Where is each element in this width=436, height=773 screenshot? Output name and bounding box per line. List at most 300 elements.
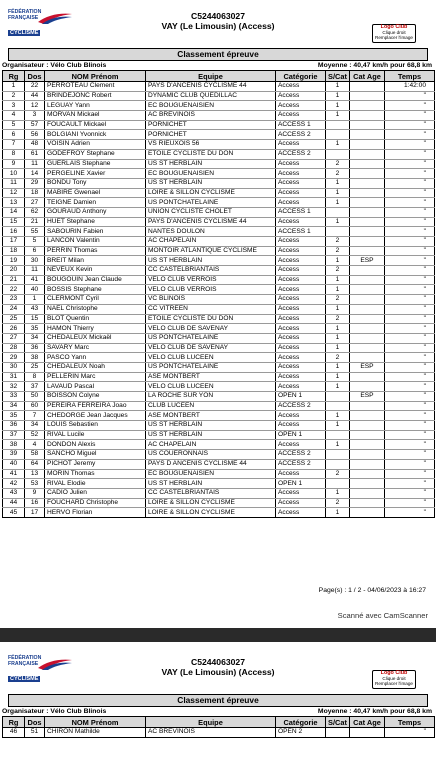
- cell-dos: 36: [25, 343, 45, 353]
- cell-nom: CHEDALEUX Noah: [45, 362, 146, 372]
- cell-nom: NAEL Christophe: [45, 304, 146, 314]
- cell-nom: RIVAL Lucile: [45, 430, 146, 440]
- table-row: [3, 188, 435, 198]
- cell-nom: BONDU Tony: [45, 178, 146, 188]
- cell-scat: [326, 401, 350, 411]
- cell-categorie: ACCESS 2: [276, 130, 326, 140]
- cell-temps: ": [385, 188, 435, 198]
- cell-equipe: NANTES DOULON: [146, 227, 276, 237]
- table-row: [3, 285, 435, 295]
- cell-nom: BOUGOUIN Jean Claude: [45, 275, 146, 285]
- cell-rg: 22: [3, 285, 25, 295]
- cell-scat: 1: [326, 324, 350, 334]
- cell-temps: ": [385, 343, 435, 353]
- cell-categorie: ACCESS 1: [276, 120, 326, 130]
- cell-scat: 1: [326, 304, 350, 314]
- cell-scat: 1: [326, 111, 350, 121]
- cell-equipe: LA ROCHE SUR YON: [146, 392, 276, 402]
- col-categorie: Catégorie: [276, 717, 326, 728]
- cell-nom: BOSSIS Stephane: [45, 285, 146, 295]
- cell-temps: ": [385, 498, 435, 508]
- cell-scat: [326, 149, 350, 159]
- cell-scat: 1: [326, 101, 350, 111]
- cell-equipe: VELO CLUB DE SAVENAY: [146, 324, 276, 334]
- cell-catage: [350, 324, 385, 334]
- cell-rg: 11: [3, 178, 25, 188]
- cell-categorie: Access: [276, 101, 326, 111]
- table-row: [3, 101, 435, 111]
- cell-dos: 52: [25, 430, 45, 440]
- cell-dos: 25: [25, 362, 45, 372]
- cell-nom: NEVEUX Kevin: [45, 266, 146, 276]
- cell-categorie: Access: [276, 237, 326, 247]
- cell-rg: 1: [3, 82, 25, 92]
- cell-nom: BOISSON Colyne: [45, 392, 146, 402]
- cell-dos: 53: [25, 479, 45, 489]
- cell-categorie: ACCESS 2: [276, 450, 326, 460]
- cell-dos: 15: [25, 314, 45, 324]
- cell-nom: BREIT Milan: [45, 256, 146, 266]
- cell-categorie: Access: [276, 362, 326, 372]
- cell-temps: ": [385, 479, 435, 489]
- cell-dos: 35: [25, 324, 45, 334]
- table-row: [3, 392, 435, 402]
- cell-temps: ": [385, 285, 435, 295]
- cell-equipe: US COUERONNAIS: [146, 450, 276, 460]
- cell-rg: 35: [3, 411, 25, 421]
- cell-categorie: ACCESS 2: [276, 401, 326, 411]
- logo-club-line2: Remplacer l'image: [375, 35, 413, 40]
- cell-equipe: PAYS D'ANCENIS CYCLISME 44: [146, 217, 276, 227]
- cell-nom: MORIN Thomas: [45, 469, 146, 479]
- cell-nom: DONDON Alexis: [45, 440, 146, 450]
- cell-rg: 9: [3, 159, 25, 169]
- cell-scat: 2: [326, 295, 350, 305]
- cell-rg: 32: [3, 382, 25, 392]
- cell-catage: [350, 91, 385, 101]
- cell-nom: PELLERIN Marc: [45, 372, 146, 382]
- cell-equipe: CC CASTELBRIANTAIS: [146, 488, 276, 498]
- cell-catage: [350, 188, 385, 198]
- table-row: [3, 362, 435, 372]
- cell-equipe: LOIRE & SILLON CYCLISME: [146, 188, 276, 198]
- table-row: [3, 728, 435, 738]
- cell-categorie: Access: [276, 488, 326, 498]
- table-row: [3, 91, 435, 101]
- table-row: [3, 120, 435, 130]
- cell-catage: [350, 130, 385, 140]
- cell-temps: ": [385, 430, 435, 440]
- cell-catage: [350, 430, 385, 440]
- cell-equipe: PORNICHET: [146, 120, 276, 130]
- cell-temps: ": [385, 314, 435, 324]
- cell-dos: 11: [25, 159, 45, 169]
- cell-categorie: ACCESS 2: [276, 459, 326, 469]
- cell-equipe: US ST HERBLAIN: [146, 479, 276, 489]
- cell-rg: 6: [3, 130, 25, 140]
- cell-nom: FOUCHARD Christophe: [45, 498, 146, 508]
- cell-rg: 5: [3, 120, 25, 130]
- cell-equipe: AC BREVINOIS: [146, 728, 276, 738]
- cell-nom: MORVAN Mickael: [45, 111, 146, 121]
- cell-scat: 1: [326, 217, 350, 227]
- logo-text-line1: FÉDÉRATION: [8, 655, 42, 661]
- cell-rg: 43: [3, 488, 25, 498]
- cell-categorie: Access: [276, 295, 326, 305]
- cell-temps: ": [385, 372, 435, 382]
- cell-dos: 56: [25, 130, 45, 140]
- col-equipe: Equipe: [146, 71, 276, 82]
- cell-catage: [350, 120, 385, 130]
- cell-catage: [350, 111, 385, 121]
- cell-temps: ": [385, 450, 435, 460]
- cell-scat: 1: [326, 382, 350, 392]
- logo-club-line2: Remplacer l'image: [375, 681, 413, 686]
- cell-nom: RIVAL Elodie: [45, 479, 146, 489]
- col-catage: Cat Age: [350, 71, 385, 82]
- cell-nom: LEGUAY Yann: [45, 101, 146, 111]
- cell-nom: LAVAUD Pascal: [45, 382, 146, 392]
- cell-rg: 2: [3, 91, 25, 101]
- cell-catage: [350, 469, 385, 479]
- cell-scat: [326, 479, 350, 489]
- cell-dos: 11: [25, 266, 45, 276]
- table-row: [3, 479, 435, 489]
- cell-catage: [350, 333, 385, 343]
- col-temps: Temps: [385, 717, 435, 728]
- cell-temps: ": [385, 275, 435, 285]
- cell-catage: [350, 169, 385, 179]
- cell-equipe: CLUB LUCEEN: [146, 401, 276, 411]
- cell-categorie: Access: [276, 440, 326, 450]
- table-row: [3, 372, 435, 382]
- cell-catage: [350, 149, 385, 159]
- cell-dos: 34: [25, 333, 45, 343]
- cell-scat: 1: [326, 372, 350, 382]
- cell-catage: [350, 227, 385, 237]
- cell-temps: ": [385, 440, 435, 450]
- cell-scat: [326, 130, 350, 140]
- cell-equipe: UNION CYCLISTE CHOLET: [146, 207, 276, 217]
- cell-temps: ": [385, 178, 435, 188]
- cell-equipe: VS RIEUXOIS 56: [146, 140, 276, 150]
- logo-text-line2: FRANÇAISE: [8, 14, 39, 21]
- cell-dos: 21: [25, 217, 45, 227]
- cell-catage: [350, 498, 385, 508]
- cell-temps: ": [385, 140, 435, 150]
- cell-rg: 8: [3, 149, 25, 159]
- cell-catage: [350, 237, 385, 247]
- cell-temps: ": [385, 207, 435, 217]
- cell-rg: 26: [3, 324, 25, 334]
- cell-catage: [350, 304, 385, 314]
- col-rg: Rg: [3, 717, 25, 728]
- table-row: [3, 207, 435, 217]
- table-row: [3, 217, 435, 227]
- cell-nom: CHIRON Mathilde: [45, 728, 146, 738]
- classement-heading-2: Classement épreuve: [8, 694, 428, 707]
- cell-scat: 1: [326, 256, 350, 266]
- cell-scat: 1: [326, 91, 350, 101]
- cell-catage: [350, 198, 385, 208]
- cell-dos: 34: [25, 421, 45, 431]
- cell-scat: 1: [326, 178, 350, 188]
- cell-rg: 30: [3, 362, 25, 372]
- cell-dos: 30: [25, 256, 45, 266]
- cell-catage: [350, 508, 385, 518]
- cell-catage: [350, 285, 385, 295]
- table-row: [3, 488, 435, 498]
- logo-text-line1: FÉDÉRATION: [8, 9, 42, 15]
- cell-scat: 2: [326, 246, 350, 256]
- organizer-line: [0, 61, 436, 70]
- col-scat: S/Cat: [326, 717, 350, 728]
- col-dos: Dos: [25, 717, 45, 728]
- cell-scat: 1: [326, 198, 350, 208]
- cell-categorie: OPEN 1: [276, 479, 326, 489]
- cell-nom: SABOURIN Fabien: [45, 227, 146, 237]
- cell-equipe: ETOILE CYCLISTE DU DON: [146, 314, 276, 324]
- table-row: [3, 324, 435, 334]
- cell-scat: 1: [326, 82, 350, 92]
- cell-temps: ": [385, 120, 435, 130]
- col-dos: Dos: [25, 71, 45, 82]
- table-row: [3, 440, 435, 450]
- cell-dos: 17: [25, 508, 45, 518]
- table-row: [3, 401, 435, 411]
- cell-nom: CHEDORGE Jean Jacques: [45, 411, 146, 421]
- race-title: [0, 11, 436, 31]
- race-name: VAY (Le Limousin) (Access): [161, 21, 275, 31]
- cell-catage: [350, 421, 385, 431]
- cell-dos: 4: [25, 440, 45, 450]
- cell-catage: [350, 217, 385, 227]
- cell-equipe: LOIRE & SILLON CYCLISME: [146, 508, 276, 518]
- cell-temps: ": [385, 382, 435, 392]
- cell-catage: [350, 411, 385, 421]
- cell-temps: ": [385, 237, 435, 247]
- col-equipe: Equipe: [146, 717, 276, 728]
- cell-categorie: Access: [276, 82, 326, 92]
- table-row: [3, 295, 435, 305]
- cell-catage: [350, 401, 385, 411]
- cell-categorie: OPEN 1: [276, 430, 326, 440]
- cell-temps: ": [385, 266, 435, 276]
- cell-rg: 28: [3, 343, 25, 353]
- cell-categorie: Access: [276, 111, 326, 121]
- table-row: [3, 140, 435, 150]
- cell-dos: 29: [25, 178, 45, 188]
- cell-nom: CHEDALEUX Mickaël: [45, 333, 146, 343]
- race-id: C5244063027: [190, 11, 245, 21]
- average-speed-text: Moyenne : 40,47 km/h pour 68,8 km: [317, 708, 432, 715]
- cell-equipe: PAYS D ANCENIS CYCLISME 44: [146, 459, 276, 469]
- cell-nom: PASCO Yann: [45, 353, 146, 363]
- cell-catage: [350, 479, 385, 489]
- organizer-line-2: [0, 707, 436, 716]
- cell-nom: GOURAUD Anthony: [45, 207, 146, 217]
- cell-catage: [350, 382, 385, 392]
- cell-nom: HUET Stephane: [45, 217, 146, 227]
- cell-rg: 41: [3, 469, 25, 479]
- table-row: [3, 411, 435, 421]
- table-row: [3, 304, 435, 314]
- page-header-2: [0, 646, 436, 694]
- cell-temps: ": [385, 227, 435, 237]
- col-nom: NOM Prénom: [45, 71, 146, 82]
- cell-rg: 17: [3, 237, 25, 247]
- cell-categorie: Access: [276, 266, 326, 276]
- cell-categorie: ACCESS 1: [276, 227, 326, 237]
- cell-rg: 34: [3, 401, 25, 411]
- cell-rg: 3: [3, 101, 25, 111]
- col-categorie: Catégorie: [276, 71, 326, 82]
- cell-dos: 13: [25, 469, 45, 479]
- page-info: Page(s) : 1 / 2 - 04/06/2023 à 16:27: [318, 587, 426, 594]
- cell-equipe: US ST HERBLAIN: [146, 178, 276, 188]
- cell-equipe: VELO CLUB DE SAVENAY: [146, 343, 276, 353]
- cell-equipe: US ST HERBLAIN: [146, 430, 276, 440]
- cell-rg: 16: [3, 227, 25, 237]
- cell-rg: 44: [3, 498, 25, 508]
- cell-temps: ": [385, 130, 435, 140]
- cell-scat: [326, 120, 350, 130]
- cell-equipe: VC BLINOIS: [146, 295, 276, 305]
- cell-rg: 40: [3, 459, 25, 469]
- table-row: [3, 130, 435, 140]
- cell-categorie: ACCESS 1: [276, 207, 326, 217]
- cell-nom: BRINDEJONC Robert: [45, 91, 146, 101]
- cell-rg: 10: [3, 169, 25, 179]
- cell-categorie: Access: [276, 217, 326, 227]
- cell-dos: 1: [25, 295, 45, 305]
- cell-temps: ": [385, 488, 435, 498]
- cell-scat: 1: [326, 140, 350, 150]
- page-header: [0, 0, 436, 48]
- cell-nom: PERGELINE Xavier: [45, 169, 146, 179]
- col-scat: S/Cat: [326, 71, 350, 82]
- table-row: [3, 333, 435, 343]
- cell-rg: 15: [3, 217, 25, 227]
- cell-dos: 55: [25, 227, 45, 237]
- race-id: C5244063027: [190, 657, 245, 667]
- cell-categorie: ACCESS 2: [276, 149, 326, 159]
- cell-dos: 16: [25, 498, 45, 508]
- cell-nom: TEIGNE Damien: [45, 198, 146, 208]
- cell-temps: ": [385, 333, 435, 343]
- table-row: [3, 353, 435, 363]
- cell-temps: ": [385, 459, 435, 469]
- cell-rg: 31: [3, 372, 25, 382]
- cell-dos: 6: [25, 246, 45, 256]
- cell-dos: 27: [25, 198, 45, 208]
- cell-catage: [350, 275, 385, 285]
- cell-categorie: Access: [276, 382, 326, 392]
- cell-temps: ": [385, 295, 435, 305]
- cell-dos: 18: [25, 188, 45, 198]
- cell-catage: [350, 488, 385, 498]
- cell-rg: 4: [3, 111, 25, 121]
- organizer-text: Organisateur : Vélo Club Blinois: [2, 62, 107, 69]
- cell-nom: PEREIRA FERREIRA Joao: [45, 401, 146, 411]
- cell-categorie: Access: [276, 198, 326, 208]
- cell-equipe: US PONTCHATELAINE: [146, 198, 276, 208]
- table-row: [3, 178, 435, 188]
- cell-rg: 39: [3, 450, 25, 460]
- organizer-text: Organisateur : Vélo Club Blinois: [2, 708, 107, 715]
- cell-dos: 5: [25, 237, 45, 247]
- cell-equipe: ASE MONTBERT: [146, 411, 276, 421]
- cell-dos: 58: [25, 450, 45, 460]
- cell-rg: 13: [3, 198, 25, 208]
- col-rg: Rg: [3, 71, 25, 82]
- cell-rg: 20: [3, 266, 25, 276]
- cell-catage: [350, 178, 385, 188]
- cell-catage: [350, 295, 385, 305]
- cell-catage: [350, 343, 385, 353]
- cell-categorie: Access: [276, 508, 326, 518]
- page-separator: [0, 628, 436, 642]
- cell-temps: ": [385, 508, 435, 518]
- logo-club-line1: Clique droit: [382, 30, 406, 35]
- cell-temps: ": [385, 149, 435, 159]
- cell-equipe: AC CHAPELAIN: [146, 237, 276, 247]
- table-row: [3, 498, 435, 508]
- cell-nom: SAVARY Marc: [45, 343, 146, 353]
- cell-categorie: Access: [276, 256, 326, 266]
- cell-scat: [326, 430, 350, 440]
- cell-rg: 42: [3, 479, 25, 489]
- cell-catage: [350, 159, 385, 169]
- cell-scat: 1: [326, 440, 350, 450]
- cell-temps: ": [385, 159, 435, 169]
- table-row: [3, 246, 435, 256]
- cell-rg: 12: [3, 188, 25, 198]
- cell-scat: 1: [326, 188, 350, 198]
- cell-equipe: US PONTCHATELAINE: [146, 362, 276, 372]
- cell-dos: 22: [25, 82, 45, 92]
- cell-catage: [350, 728, 385, 738]
- cell-scat: [326, 392, 350, 402]
- cell-rg: 46: [3, 728, 25, 738]
- cell-catage: [350, 372, 385, 382]
- cell-scat: 1: [326, 285, 350, 295]
- cell-temps: ": [385, 421, 435, 431]
- cell-dos: 40: [25, 285, 45, 295]
- cell-equipe: ETOILE CYCLISTE DU DON: [146, 149, 276, 159]
- cell-rg: 23: [3, 295, 25, 305]
- table-header-row: [3, 717, 435, 728]
- logo-club-title: Logo Club: [380, 24, 408, 30]
- cell-temps: 1:42:00: [385, 82, 435, 92]
- cell-equipe: PAYS D'ANCENIS CYCLISME 44: [146, 82, 276, 92]
- cell-categorie: OPEN 2: [276, 728, 326, 738]
- cell-temps: ": [385, 728, 435, 738]
- cell-rg: 19: [3, 256, 25, 266]
- cell-scat: 1: [326, 421, 350, 431]
- cell-categorie: Access: [276, 178, 326, 188]
- table-row: [3, 237, 435, 247]
- table-row: [3, 111, 435, 121]
- cell-nom: LOUIS Sebastien: [45, 421, 146, 431]
- table-header-row: [3, 71, 435, 82]
- cell-scat: [326, 450, 350, 460]
- cell-catage: [350, 246, 385, 256]
- cell-temps: ": [385, 353, 435, 363]
- cell-categorie: Access: [276, 372, 326, 382]
- cell-scat: 1: [326, 488, 350, 498]
- cell-nom: GUERLAIS Stephane: [45, 159, 146, 169]
